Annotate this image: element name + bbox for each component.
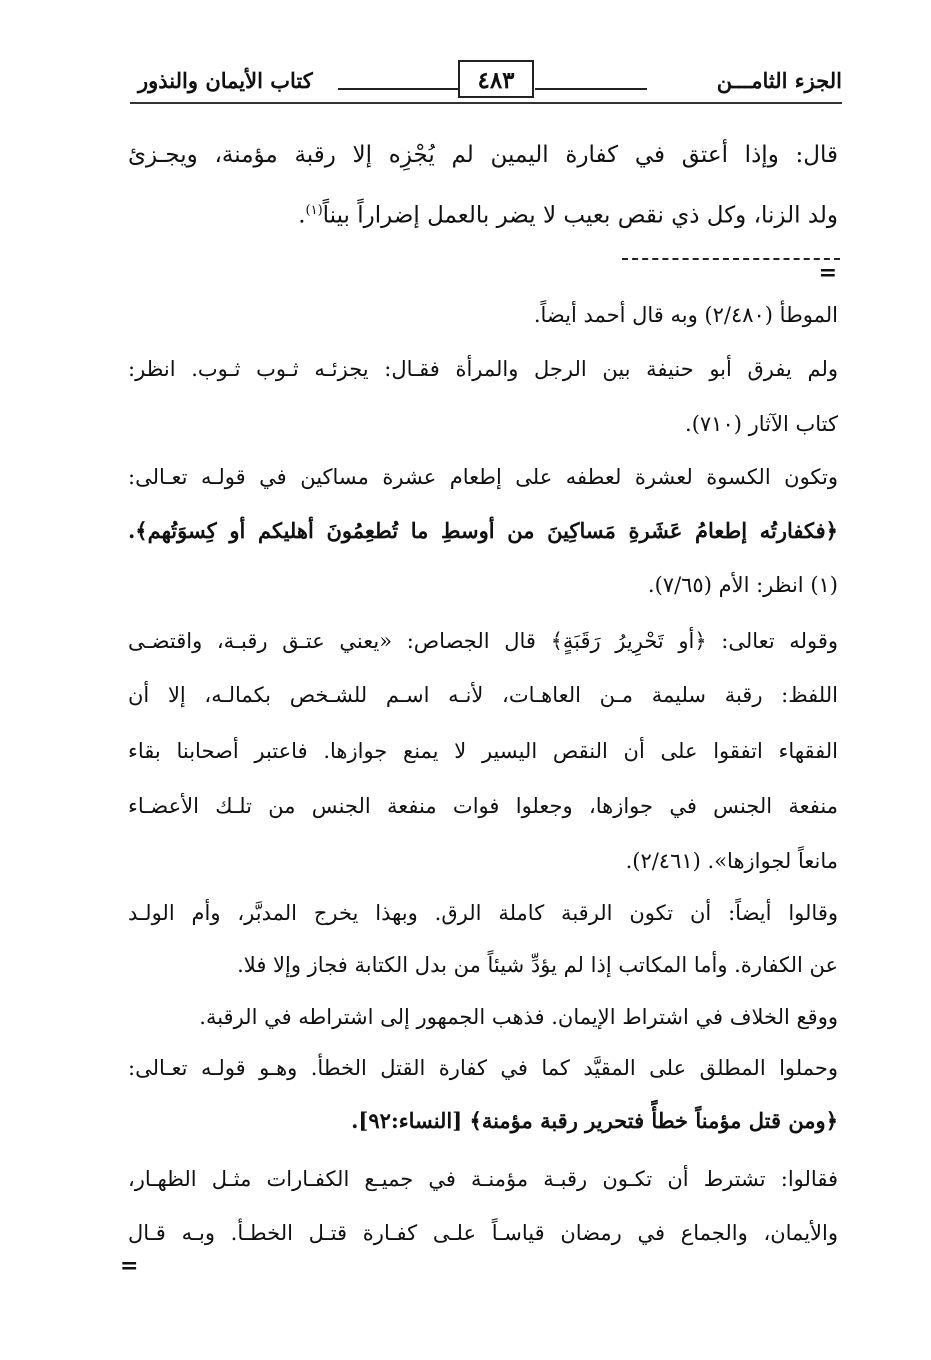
paragraph-jassas-line-4: منفعة الجنس في جوازها، وجعلوا فوات منفعة الجنس من تلـك الأعضـاء [128,794,838,818]
page-number: ٤٨٣ [458,60,534,98]
paragraph-kaffarat-line-1: فقالوا: تشترط أن تكـون رقبـة مؤمنـة في جميـع الكفـارات مثـل الظهـار، [128,1167,838,1191]
paragraph-jassas-line-2: اللفظ: رقبة سليمة مـن العاهـات، لأنـه اسـم للشـخص بكمالـه، إلا أن [128,683,838,707]
paragraph-raqaba-line-1: وقالوا أيضاً: أن تكون الرقبة كاملة الرق. وبهذا يخرج المدبَّر، وأم الولـد [128,901,838,925]
footnote-separator [622,258,840,260]
continuation-mark-bottom: = [120,1253,139,1279]
note-line-muwatta: الموطأ (٢/٤٨٠) وبه قال أحمد أيضاً. [533,303,838,327]
paragraph-iman-verse: ﴿ومن قتل مؤمناً خطأً فتحرير رقبة مؤمنة﴾ [النساء:٩٢]. [351,1108,838,1133]
note-line-kiswa: وتكون الكسوة لعشرة لعطفه على إطعام عشرة مساكين في قولـه تعـالى: [128,465,838,489]
paragraph-kaffarat-line-2: والأيمان، والجماع في رمضان قياسـاً علـى كفـارة قتـل الخطـأ. وبـه قـال [128,1221,838,1245]
footnote-reference: (١) [305,203,323,218]
paragraph-iman-line-1: ووقع الخلاف في اشتراط الإيمان. فذهب الجمهور إلى اشتراطه في الرقبة. [199,1005,838,1029]
header-line-right [535,88,647,90]
running-header [130,60,842,110]
paragraph-jassas-line-3: الفقهاء اتفقوا على أن النقص اليسير لا يمنع جوازها. فاعتبر أصحابنا بقاء [128,739,838,763]
header-line-left [338,88,458,90]
paragraph-iman-line-2: وحملوا المطلق على المقيَّد كما في كفارة القتل الخطأ. وهـو قولـه تعـالى: [128,1056,838,1080]
paragraph-jassas-line-5: مانعاً لجوازها». (٢/٤٦١). [625,849,838,873]
note-line-verse-kaffara: ﴿فكفارتُه إطعامُ عَشَرةِ مَساكِينَ من أوسطِ ما تُطعِمُونَ أهليكم أو كِسوَتُهم﴾. [128,518,838,543]
main-text-line-2-body: ولد الزنا، وكل ذي نقص بعيب لا يضر بالعمل إضراراً بيناً [322,202,838,229]
note-line-abu-hanifa: ولم يفرق أبو حنيفة بين الرجل والمرأة فقـال: يجزئـه ثـوب ثـوب. انظر: [128,357,838,381]
paragraph-jassas-line-1: وقوله تعالى: ﴿أو تَحْرِيرُ رَقَبَةٍ﴾ قال الجصاص: «يعني عتـق رقبـة، واقتضـى [128,629,838,653]
header-rule [130,102,842,104]
continuation-mark-top: = [818,260,837,286]
main-text-end: . [298,202,306,229]
note-line-athar: كتاب الآثار (٧١٠). [685,412,838,436]
footnote-1: (١) انظر: الأم (٧/٦٥). [647,573,838,597]
paragraph-raqaba-line-2: عن الكفارة. وأما المكاتب إذا لم يؤدِّ شيئاً من بدل الكتابة فجاز وإلا فلا. [237,953,838,977]
part-label: الجزء الثامـــن [716,68,842,93]
main-text-line-2 [298,196,838,231]
book-title: كتاب الأيمان والنذور [138,68,313,93]
main-text-line-1: قال: وإذا أعتق في كفارة اليمين لم يُجْزِه إلا رقبة مؤمنة، ويجـزئ [128,142,838,168]
